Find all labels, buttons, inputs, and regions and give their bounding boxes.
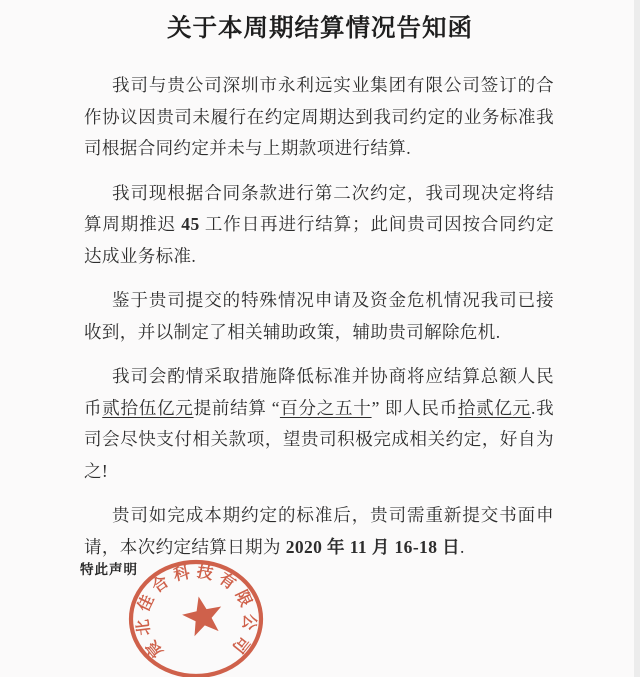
text-segment: 拾贰亿元 [457,397,531,418]
text-segment: 工作日再进行结算；此间贵司因按合同约定达成业务标准. [84,214,555,266]
body-paragraph [84,361,554,487]
document-body [84,70,554,576]
document-title: 关于本周期结算情况告知函 [167,15,473,42]
text-segment: 贰拾伍亿元 [102,397,194,418]
closing-statement: 特此声明 [80,562,138,577]
text-segment: 2020 年 11 月 16-18 日 [285,536,461,557]
text-segment: .我司会尽快支付相关款项，望贵司积极完成相关约定，好自为之! [84,397,554,481]
text-segment: 45 [181,214,200,234]
seal-graphic [131,562,261,676]
text-segment: 我司会酌情采取措施降低标准并协商将应结算总额人民币 [84,366,554,418]
text-segment: 百分之五十 [279,397,372,418]
star-icon [182,597,221,637]
text-segment: 贵司如完成本期约定的标准后，贵司需重新提交书面申请，本次约定结算日期为 [84,505,554,557]
body-paragraph [84,178,554,273]
company-seal [125,556,267,677]
text-segment: 鉴于贵司提交的特殊情况申请及资金危机情况我司已接收到，并以制定了相关辅助政策，辅助贵司解除危机. [84,290,554,342]
text-segment: 我司与贵公司深圳市永利远实业集团有限公司签订的合作协议因贵司未履行在约定周期达到我司约定的业务标准我司根据合同约定并未与上期款项进行结算. [84,75,554,158]
page-right-edge [634,0,640,677]
seal-company-textpath: 宸北佳合科技有限公司 [134,563,258,661]
text-segment: . [460,536,465,557]
body-paragraph [84,70,554,165]
text-segment: 我司现根据合同条款进行第二次约定，我司现决定将结算周期推迟 [84,182,554,234]
body-paragraph [84,500,554,563]
body-paragraph [84,285,554,348]
text-segment: 提前结算 “ [193,397,280,418]
text-segment: ” 即人民币 [371,397,458,418]
